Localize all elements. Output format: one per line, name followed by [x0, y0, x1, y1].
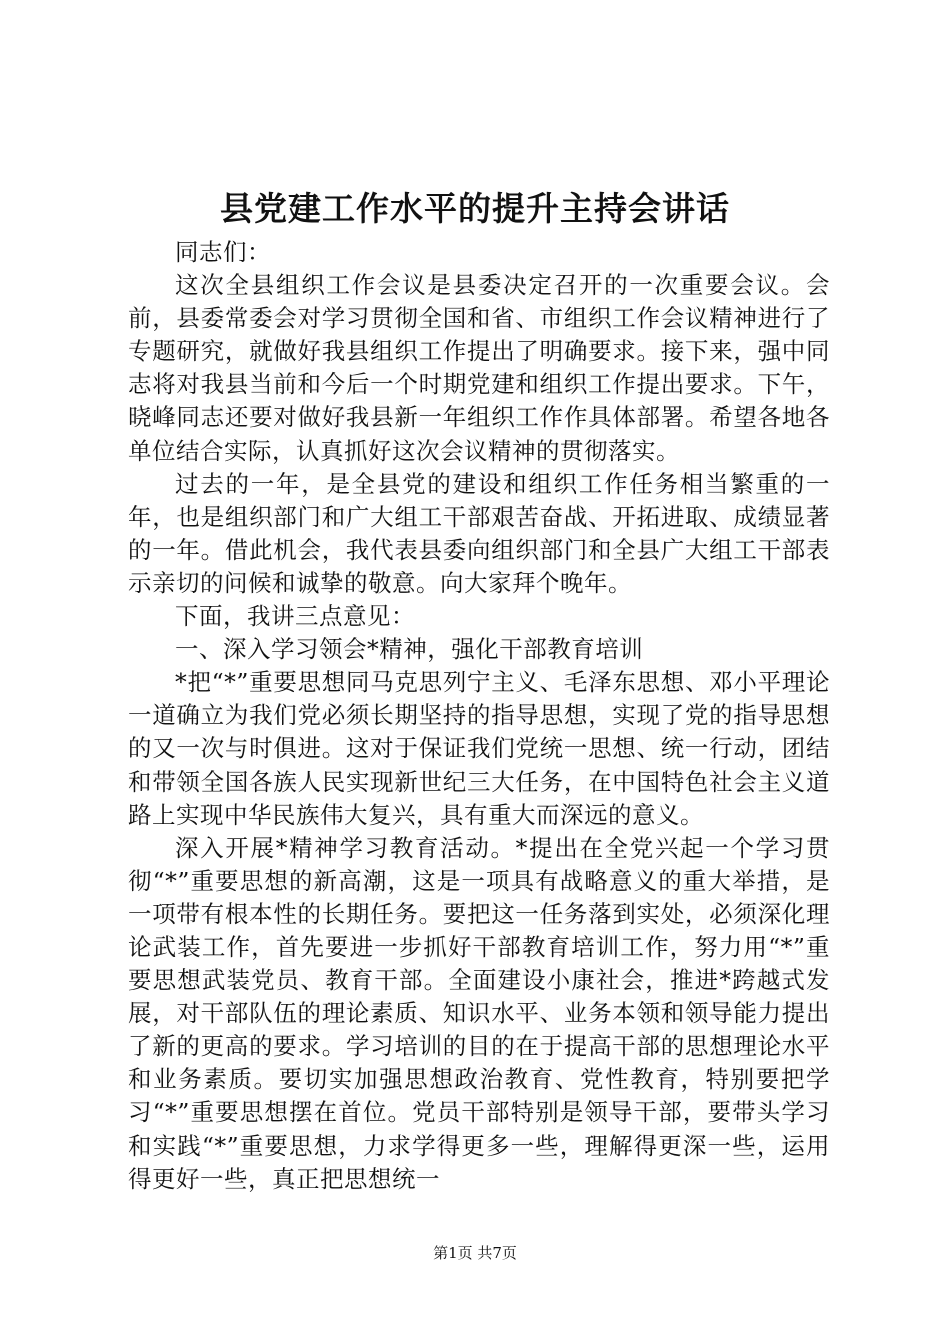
salutation-paragraph: 同志们：	[175, 238, 271, 266]
body-paragraph: 深入开展*精神学习教育活动。*提出在全党兴起一个学习贯彻“*”重要思想的新高潮，这是一项具有战略意义的重大举措，是一项带有根本性的长期任务。要把这一任务落到实处，必须深化理论武装工作，首先要进一步抓好干部教育培训工作，努力用“*”重要思想武装党员、教育干部。全面建设小康社会，推进*跨越式发展，对干部队伍的理论素质、知识水平、业务本领和领导能力提出了新的更高的要求。学习培训的目的在于提高干部的思想理论水平和业务素质。要切实加强思想政治教育、党性教育，特别要把学习“*”重要思想摆在首位。党员干部特别是领导干部，要带头学习和实践“*”重要思想，力求学得更多一些，理解得更深一些，运用得更好一些，真正把思想统一	[128, 833, 830, 1193]
body-paragraph: 过去的一年，是全县党的建设和组织工作任务相当繁重的一年，也是组织部门和广大组工干部艰苦奋战、开拓进取、成绩显著的一年。借此机会，我代表县委向组织部门和全县广大组工干部表示亲切的问候和诚挚的敬意。向大家拜个晚年。	[128, 469, 830, 597]
body-paragraph: 这次全县组织工作会议是县委决定召开的一次重要会议。会前，县委常委会对学习贯彻全国和省、市组织工作会议精神进行了专题研究，就做好我县组织工作提出了明确要求。接下来，强中同志将对我县当前和今后一个时期党建和组织工作提出要求。下午，晓峰同志还要对做好我县新一年组织工作作具体部署。希望各地各单位结合实际，认真抓好这次会议精神的贯彻落实。	[128, 271, 830, 465]
page-footer: 第1页 共7页	[433, 1244, 517, 1262]
body-paragraph: 下面，我讲三点意见：	[175, 602, 415, 631]
document-body	[128, 236, 830, 1196]
section-heading: 一、深入学习领会*精神，强化干部教育培训	[175, 635, 644, 664]
document-title: 县党建工作水平的提升主持会讲话	[220, 189, 730, 228]
body-paragraph: *把“*”重要思想同马克思列宁主义、毛泽东思想、邓小平理论一道确立为我们党必须长期坚持的指导思想，实现了党的指导思想的又一次与时俱进。这对于保证我们党统一思想、统一行动，团结和带领全国各族人民实现新世纪三大任务，在中国特色社会主义道路上实现中华民族伟大复兴，具有重大而深远的意义。	[128, 668, 830, 829]
